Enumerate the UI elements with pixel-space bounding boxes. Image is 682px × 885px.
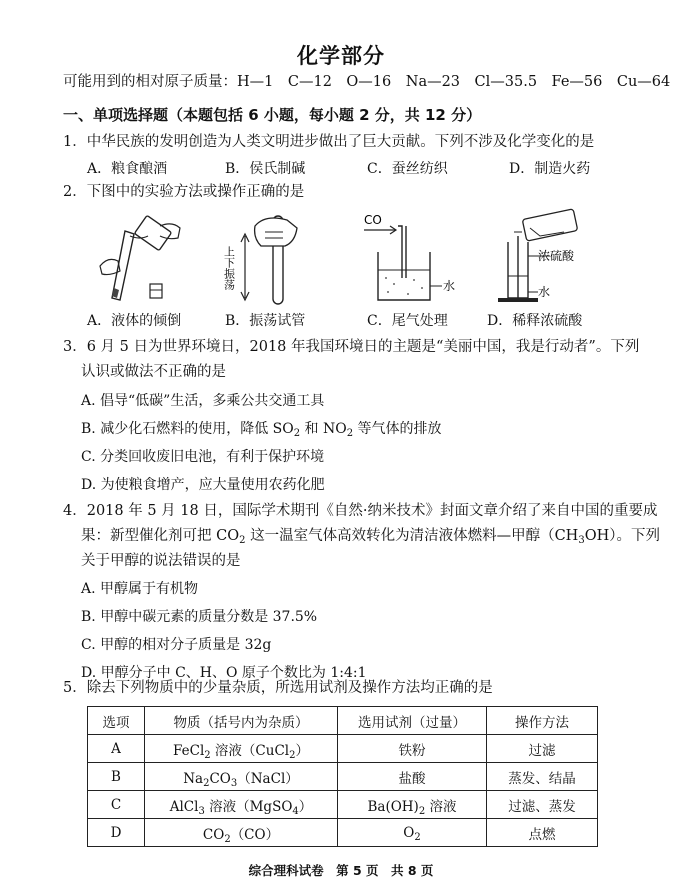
q1-option-b: B．侯氏制碱	[225, 161, 306, 177]
q3-option-b: B. 减少化石燃料的使用，降低 $SO_2$ 和 $NO_2$ 等气体的排放	[81, 421, 442, 439]
table-row	[88, 791, 598, 819]
table-row	[88, 735, 598, 763]
figure-b-label: 上下振荡	[222, 246, 236, 290]
table-cell-substance: FeCl$_2$ 溶液（CuCl$_2$）	[145, 735, 338, 763]
question-1-stem: 1．中华民族的发明创造为人类文明进步做出了巨大贡献。下列不涉及化学变化的是	[63, 134, 595, 150]
q2-option-c: C．尾气处理	[367, 313, 448, 329]
table-cell-substance: AlCl$_3$ 溶液（MgSO$_4$）	[145, 791, 338, 819]
table-cell-option: A	[88, 735, 145, 763]
q2-option-a: A．液体的倾倒	[87, 313, 182, 329]
question-4-stem-line2: 果：新型催化剂可把 $CO_2$ 这一温室气体高效转化为清洁液体燃料—甲醇$(CH_3OH)$。下列	[81, 528, 660, 546]
figure-d-dilution	[490, 206, 610, 310]
question-3-stem-line2: 认识或做法不正确的是	[81, 364, 226, 380]
table-header: 选用试剂（过量）	[338, 707, 487, 735]
table-cell-reagent: $Ba(OH)_2$ 溶液	[338, 791, 487, 819]
figure-c-tail-gas	[358, 208, 458, 308]
table-cell-method: 过滤	[487, 735, 598, 763]
table-cell-reagent: $O_2$	[338, 819, 487, 847]
table-cell-option: D	[88, 819, 145, 847]
figure-a-pouring	[90, 206, 190, 306]
atomic-masses: 可能用到的相对原子质量：H—1 C—12 O—16 Na—23 Cl—35.5 Fe—56 Cu—64	[63, 74, 671, 90]
table-header: 操作方法	[487, 707, 598, 735]
table-header-row	[88, 707, 598, 735]
q3-option-d: D. 为使粮食增产，应大量使用农药化肥	[81, 477, 325, 493]
q4-option-d: D. 甲醇分子中 C、H、O 原子个数比为 1:4:1	[81, 665, 367, 681]
question-4-stem-line1: 4．2018 年 5 月 18 日，国际学术期刊《自然·纳米技术》封面文章介绍了来自中国的重要成	[63, 503, 658, 519]
question-5-stem: 5．除去下列物质中的少量杂质，所选用试剂及操作方法均正确的是	[63, 680, 493, 696]
figure-d-water-label: 水	[538, 285, 551, 299]
page-footer: 综合理科试卷 第 5 页 共 8 页	[248, 863, 434, 878]
table-cell-substance: $Na_2CO_3(NaCl)$	[145, 763, 338, 791]
section-heading: 一、单项选择题（本题包括 6 小题，每小题 2 分，共 12 分）	[63, 106, 482, 124]
table-cell-reagent: 盐酸	[338, 763, 487, 791]
q4-option-a: A. 甲醇属于有机物	[81, 581, 199, 597]
q3-option-a: A. 倡导“低碳”生活，多乘公共交通工具	[81, 393, 325, 409]
question-2-stem: 2．下图中的实验方法或操作正确的是	[63, 184, 305, 200]
figure-d-acid-label: 浓硫酸	[538, 249, 575, 263]
table-cell-reagent: 铁粉	[338, 735, 487, 763]
q1-option-c: C．蚕丝纺织	[367, 161, 448, 177]
question-4-stem-line3: 关于甲醇的说法错误的是	[81, 553, 241, 569]
table-row	[88, 763, 598, 791]
table-cell-method: 蒸发、结晶	[487, 763, 598, 791]
table-header: 物质（括号内为杂质）	[145, 707, 338, 735]
figure-c-gas-label: CO	[364, 213, 382, 227]
figure-b-shaking	[222, 206, 315, 310]
table-cell-method: 过滤、蒸发	[487, 791, 598, 819]
q2-option-b: B．振荡试管	[225, 313, 306, 329]
table-cell-option: C	[88, 791, 145, 819]
table-header: 选项	[88, 707, 145, 735]
table-cell-method: 点燃	[487, 819, 598, 847]
q3-option-c: C. 分类回收废旧电池，有利于保护环境	[81, 449, 325, 465]
q1-option-a: A．粮食酿酒	[87, 161, 168, 177]
q4-option-c: C. 甲醇的相对分子质量是 32g	[81, 637, 272, 653]
table-row	[88, 819, 598, 847]
q1-option-d: D．制造火药	[509, 161, 591, 177]
impurity-table	[87, 706, 598, 847]
question-3-stem-line1: 3．6 月 5 日为世界环境日，2018 年我国环境日的主题是“美丽中国，我是行动者”。下列	[63, 339, 640, 355]
table-cell-substance: $CO_2(CO)$	[145, 819, 338, 847]
q2-option-d: D．稀释浓硫酸	[487, 313, 583, 329]
figure-c-water-label: 水	[443, 279, 456, 293]
q4-option-b: B. 甲醇中碳元素的质量分数是 37.5%	[81, 609, 318, 625]
table-cell-option: B	[88, 763, 145, 791]
page-title: 化学部分	[297, 44, 385, 68]
